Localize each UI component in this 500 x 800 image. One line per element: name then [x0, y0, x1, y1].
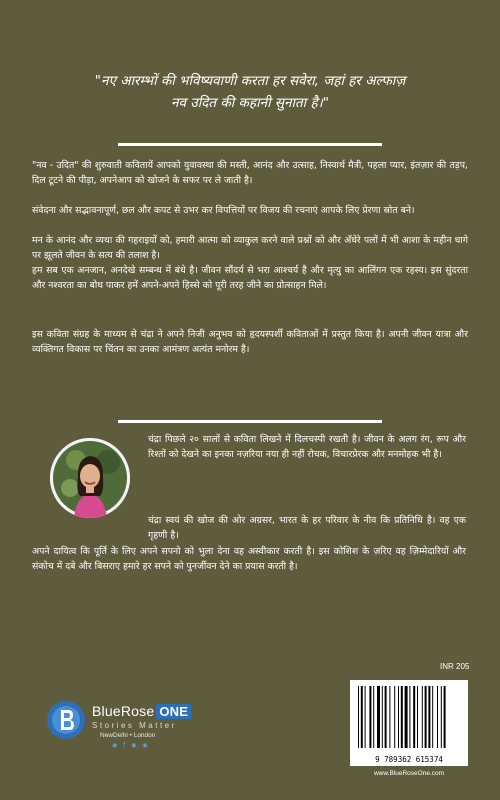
publisher-name: BlueRose ONE	[92, 703, 191, 719]
publisher-tagline: Stories Matter	[92, 721, 177, 730]
isbn-number: 9 789362 615374	[375, 755, 443, 764]
publisher-brand	[92, 703, 191, 730]
author-bio-3: अपने दायित्व कि पूर्ति के लिए अपने सपनो को भुला देना वह अस्वीकार करती है। इस कोशिश के ज़रिए वह ज़िम्मेदारियों और संकोच में दबे और बिसराए हमारे हर सपने को पुनर्जीवन देने का प्रयास करती है।	[32, 546, 466, 573]
social-icons: ◉ f ◉ ◉	[112, 742, 150, 749]
author-photo	[50, 438, 130, 518]
publisher-website: www.BlueRoseOne.com	[373, 770, 445, 777]
author-bio-2: चंद्रा स्वयं की खोज की ओर अग्रसर, भारत के हर परिवार के नीव कि प्रतिनिधि है। वह एक गृहणी है।	[148, 515, 466, 542]
middle-divider	[118, 420, 382, 423]
pull-quote	[30, 70, 470, 114]
price-label: INR 205	[440, 662, 470, 671]
isbn-barcode	[350, 680, 468, 766]
description-paragraph-4: हम सब एक अनजान, अनदेखे सम्बन्ध में बंधे है। जीवन सौंदर्य से भरा आश्चर्य है और मृत्यु का आलिंगन एक रहस्य। इस सुंदरता और नश्वरता का बोध पाकर हमें अपने-अपने हिस्से को पूरी तरह जीने का प्रोत्साहन मिले।	[32, 265, 468, 292]
description-paragraph-3: मन के आनंद और व्यथा की गहराइयों को, हमारी आत्मा को व्याकुल करने वाले प्रश्नों को और अँधेरे पलों में भी आशा के महीन धागे पर झूलते जीवन के सत्य की तलाश है।	[32, 235, 468, 262]
pull-quote-line-2: नव उदित की कहानी सुनाता है।"	[171, 95, 329, 111]
pull-quote-line-1: "नए आरम्भों की भविष्यवाणी करता हर सवेरा, जहां हर अल्फाज़	[94, 73, 406, 89]
publisher-logo-icon	[46, 700, 86, 740]
barcode-bars	[350, 680, 468, 752]
publisher-cities: NewDelhi • London	[100, 732, 156, 739]
description-paragraph-5: इस कविता संग्रह के माध्यम से चंद्रा ने अपने निजी अनुभव को हृदयस्पर्शी कविताओं में प्रस्तुत किया है। अपनी जीवन यात्रा और व्यक्तिगत विकास पर चिंतन का उनका आमंत्रण अत्यंत मनोरम है।	[32, 329, 468, 356]
top-divider	[118, 143, 382, 146]
description-paragraph-1: "नव - उदित" की शुरुवाती कवितायें आपको युवावस्था की मस्ती, आनंद और उत्साह, निस्वार्थ मैत्री, पहला प्यार, इंतज़ार की तड़प, दिल टूटने की पीड़ा, अपनेआप को खोजने के सफर पर ले जाती है।	[32, 160, 468, 187]
author-bio-1: चंद्रा पिछले २० सालों से कविता लिखने में दिलचस्पी रखती है। जीवन के अलग रंग, रूप और रिश्तों को देखने का इनका नज़रिया नया ही नहीं रोचक, विचारप्रेरक और मनमोहक भी है।	[148, 434, 466, 461]
description-paragraph-2: संवेदना और सद्भावनापूर्ण, छल और कपट से उभर कर विपत्तियों पर विजय की रचनाएं आपके लिए प्रेरणा स्रोत बने।	[32, 205, 415, 216]
